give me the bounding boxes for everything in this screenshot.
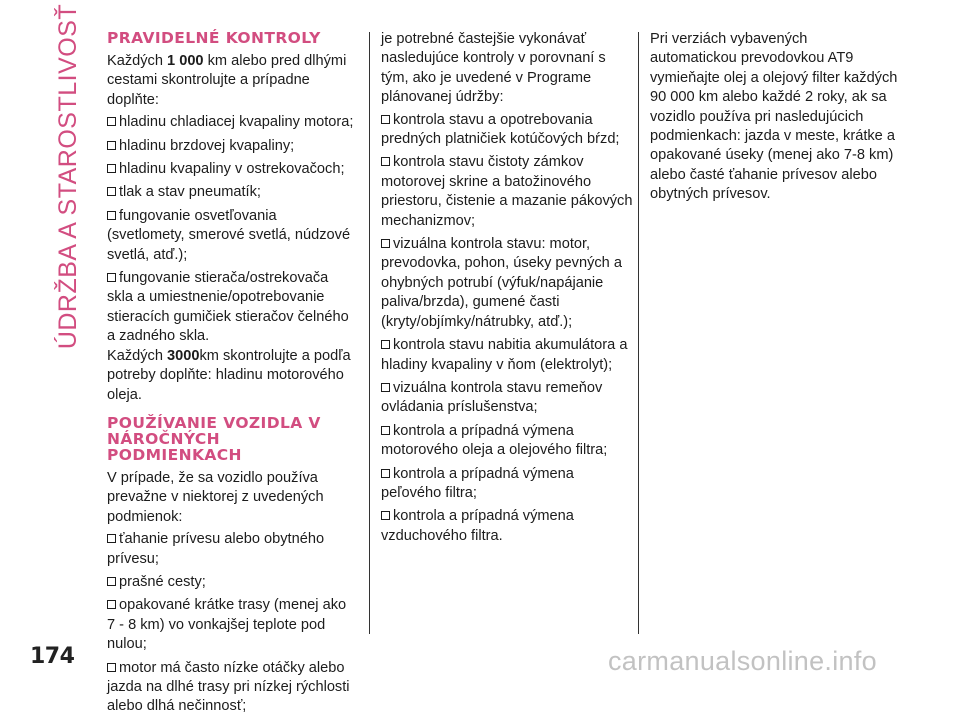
intro-post: km alebo pred dlhými cestami skontrolujte a prípadne doplňte: (107, 53, 347, 108)
column-2 (381, 30, 633, 550)
checkbox-icon (381, 239, 390, 248)
checkbox-icon (381, 383, 390, 392)
side-title-text: ÚDRŽBA A STAROSTLIVOSŤ (54, 3, 83, 349)
frequency-paragraph: je potrebné častejšie vykonávať nasledujúce kontroly v porovnaní s tým, ako je uvedené v Programe plánovanej údržby: (381, 31, 606, 106)
condition-item (107, 596, 355, 654)
oil-pre: Každých (107, 347, 168, 364)
checkbox-icon (107, 600, 116, 609)
maintenance-item-text: kontrola stavu a opotrebovania predných platničiek kotúčových bŕzd; (381, 111, 620, 148)
intro-km: 1 000 (167, 53, 204, 69)
condition-item (107, 530, 355, 569)
maintenance-item-text: kontrola stavu čistoty zámkov motorovej skrine a batožinového priestoru, čistenie a mazanie pákových mechanizmov; (381, 154, 633, 229)
check-item (107, 113, 355, 132)
checkbox-icon (381, 469, 390, 478)
maintenance-item (381, 422, 633, 461)
checkbox-icon (107, 577, 116, 586)
condition-item (107, 659, 355, 717)
check-item-text: fungovanie osvetľovania (svetlomety, smerové svetlá, núdzové svetlá, atď.); (107, 207, 351, 263)
check-item-text: fungovanie stierača/ostrekovača skla a umiestnenie/opotrebovanie stieracích gumičiek stieračov čelného a zadného skla. (107, 270, 349, 345)
checkbox-icon (107, 141, 116, 150)
check-item (107, 183, 355, 202)
maintenance-item-text: kontrola a prípadná výmena vzduchového filtra. (381, 508, 574, 544)
condition-item-text: motor má často nízke otáčky alebo jazda na dlhé trasy pri nízkej rýchlosti alebo dlhá nečinnosť; (107, 659, 350, 715)
checkbox-icon (381, 426, 390, 435)
intro-paragraph (107, 52, 355, 110)
check-item-text: hladinu chladiacej kvapaliny motora; (119, 114, 354, 131)
column-1 (107, 30, 355, 721)
maintenance-item (381, 235, 633, 332)
checkbox-icon (107, 187, 116, 196)
maintenance-item-text: vizuálna kontrola stavu: motor, prevodovka, pohon, úseky pevných a ohybných potrubí (výfuk/napájanie paliva/brzda), gumené časti (kryty/objímky/nátrubky, atď.); (381, 236, 622, 330)
maintenance-item (381, 507, 633, 546)
column-3 (650, 30, 898, 208)
conditions-intro: V prípade, že sa vozidlo používa prevažne v niektorej z uvedených podmienok: (107, 469, 324, 525)
condition-item-text: ťahanie prívesu alebo obytného prívesu; (107, 531, 325, 567)
checkbox-icon (381, 511, 390, 520)
checkbox-icon (381, 157, 390, 166)
maintenance-item-text: vizuálna kontrola stavu remeňov ovládania príslušenstva; (381, 379, 603, 416)
check-item (107, 269, 355, 347)
checkbox-icon (381, 115, 390, 124)
column-divider-2 (638, 32, 639, 634)
condition-item-text: opakované krátke trasy (menej ako 7 - 8 km) vo vonkajšej teplote pod nulou; (107, 597, 347, 653)
checkbox-icon (107, 211, 116, 220)
checkbox-icon (107, 663, 116, 672)
check-item (107, 160, 355, 179)
maintenance-item (381, 111, 633, 150)
maintenance-item (381, 336, 633, 375)
check-item-text: hladinu kvapaliny v ostrekovačoch; (119, 161, 345, 178)
automatic-transmission-paragraph: Pri verziách vybavených automatickou prevodovkou AT9 vymieňajte olej a olejový filter každých 90 000 km alebo každé 2 roky, ak sa vozidlo používa pri nasledujúcich podmienkach: jazda v meste, krátke a opakované úseky (menej ako 7-8 km) alebo časté ťahanie prívesov alebo obytných prívesov. (650, 31, 898, 203)
maintenance-item (381, 465, 633, 504)
maintenance-item-text: kontrola a prípadná výmena peľového filtra; (381, 465, 574, 501)
oil-km: 3000 (167, 347, 200, 364)
checkbox-icon (381, 340, 390, 349)
section-side-title (50, 3, 88, 349)
maintenance-item-text: kontrola stavu nabitia akumulátora a hladiny kvapaliny v ňom (elektrolyt); (381, 337, 628, 373)
check-item (107, 207, 355, 265)
check-item-text: tlak a stav pneumatík; (119, 184, 261, 201)
condition-item (107, 573, 355, 592)
check-item-text: hladinu brzdovej kvapaliny; (119, 137, 295, 154)
page-number: 174 (30, 644, 75, 669)
watermark-text: carmanualsonline.info (608, 646, 877, 676)
checkbox-icon (107, 534, 116, 543)
oil-check-paragraph (107, 347, 355, 405)
intro-pre: Každých (107, 53, 168, 69)
checkbox-icon (107, 273, 116, 282)
maintenance-item-text: kontrola a prípadná výmena motorového oleja a olejového filtra; (381, 422, 608, 459)
check-item (107, 137, 355, 156)
maintenance-item (381, 379, 633, 418)
heading-harsh-conditions: POUŽÍVANIE VOZIDLA V NÁROČNÝCH PODMIENKACH (107, 413, 321, 464)
oil-post: km skontrolujte a podľa potreby doplňte: hladinu motorového oleja. (107, 347, 351, 403)
checkbox-icon (107, 164, 116, 173)
maintenance-item (381, 153, 633, 231)
condition-item-text: prašné cesty; (119, 573, 206, 590)
checkbox-icon (107, 117, 116, 126)
heading-regular-checks: PRAVIDELNÉ KONTROLY (107, 29, 321, 47)
column-divider-1 (369, 32, 370, 634)
